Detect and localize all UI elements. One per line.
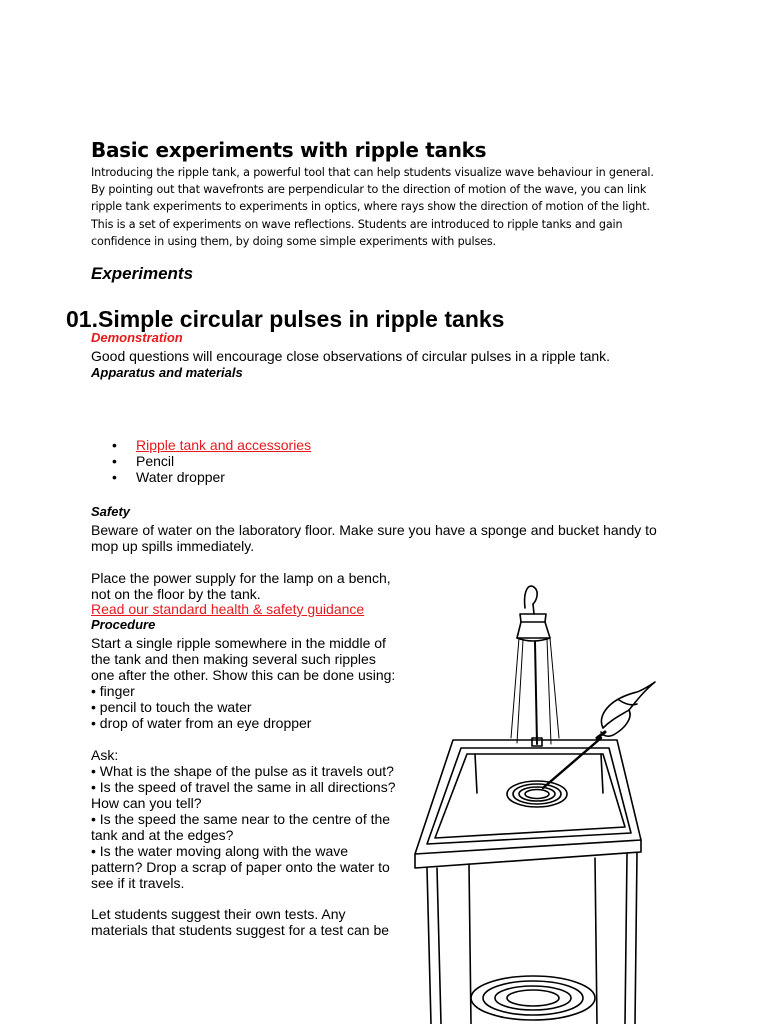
ask-line: tank and at the edges? <box>91 827 234 843</box>
procedure-line: Start a single ripple somewhere in the middle of <box>91 635 386 651</box>
projected-ripples <box>471 976 595 1020</box>
intro-line: Introducing the ripple tank, a powerful tool that can help students visualize wave behaviour in general. <box>91 166 654 179</box>
ripple-circles <box>507 781 567 807</box>
intro-line: ripple tank experiments to experiments in optics, where rays show the direction of motion of the light. <box>91 200 650 214</box>
procedure-line: • finger <box>91 683 135 699</box>
ask-line: pattern? Drop a scrap of paper onto the water to <box>91 859 390 875</box>
ask-questions <box>91 747 401 891</box>
intro-line: This is a set of experiments on wave reflections. Students are introduced to ripple tanks and gain <box>91 217 623 231</box>
ask-line: • Is the speed the same near to the centre of the <box>91 811 391 827</box>
demonstration-label: Demonstration <box>91 330 183 345</box>
experiments-heading: Experiments <box>91 264 194 283</box>
ask-line: • Is the speed of travel the same in all directions? <box>91 779 396 795</box>
ask-line: see if it travels. <box>91 875 185 891</box>
demonstration-text: Good questions will encourage close observations of circular pulses in a ripple tank. <box>91 348 611 364</box>
support-rod <box>535 642 537 744</box>
let-line: materials that students suggest for a test can be <box>91 922 390 938</box>
safety-guidance-link[interactable]: Read our standard health & safety guidance <box>91 601 365 617</box>
safety-label: Safety <box>91 504 131 519</box>
let-line: Let students suggest their own tests. Any <box>91 906 346 922</box>
table-leg <box>475 754 477 793</box>
procedure-text <box>91 635 401 731</box>
procedure-line: • drop of water from an eye dropper <box>91 715 312 731</box>
list-item: • Pencil <box>91 453 311 469</box>
procedure-label: Procedure <box>91 617 156 632</box>
ask-line: How can you tell? <box>91 795 202 811</box>
table-leg <box>427 868 431 1024</box>
ask-line: • What is the shape of the pulse as it travels out? <box>91 763 394 779</box>
page-title: Basic experiments with ripple tanks <box>91 138 487 162</box>
procedure-line: the tank and then making several such ripples <box>91 651 376 667</box>
ripple-tank-link[interactable]: Ripple tank and accessories <box>136 437 312 453</box>
ask-line: Ask: <box>91 747 119 763</box>
power-supply-text: Place the power supply for the lamp on a bench, not on the floor by the tank. <box>91 570 391 602</box>
list-item-ripple-tank[interactable] <box>91 437 311 453</box>
student-tests-text <box>91 906 401 938</box>
intro-paragraph <box>91 164 691 250</box>
pencil <box>543 738 601 788</box>
ask-line: • Is the water moving along with the wave <box>91 843 349 859</box>
safety-text: Beware of water on the laboratory floor. Make sure you have a sponge and bucket handy to mop up spills immediately. <box>91 522 657 554</box>
table-leg <box>625 854 627 1024</box>
list-item: • Water dropper <box>91 469 311 485</box>
procedure-line: one after the other. Show this can be done using: <box>91 667 396 683</box>
procedure-line: • pencil to touch the water <box>91 699 252 715</box>
intro-line: confidence in using them, by doing some simple experiments with pulses. <box>91 234 496 248</box>
ripple-tank-illustration <box>405 578 665 1024</box>
apparatus-label: Apparatus and materials <box>91 365 243 380</box>
section-heading: 01.Simple circular pulses in ripple tanks <box>66 306 505 332</box>
materials-list <box>91 437 311 485</box>
lamp-cord <box>525 586 538 608</box>
lamp-shade <box>520 614 546 622</box>
intro-line: By pointing out that wavefronts are perpendicular to the direction of motion of the wave, you can link <box>91 183 647 197</box>
